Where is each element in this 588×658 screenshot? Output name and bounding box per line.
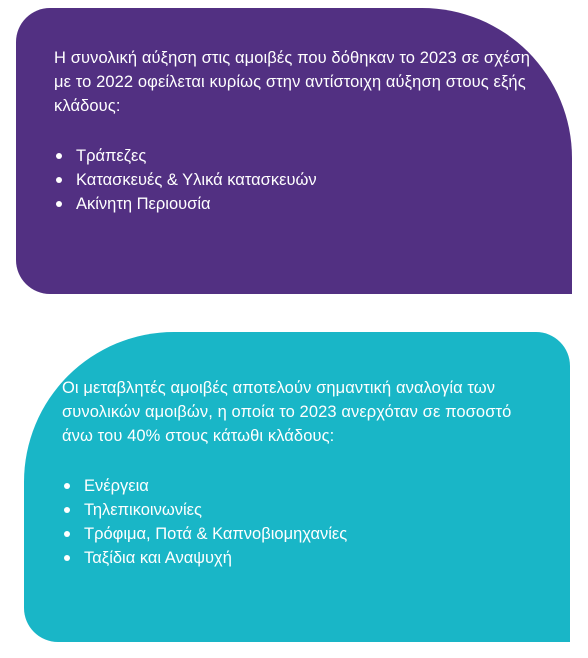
sector-list <box>62 474 530 570</box>
list-item <box>62 522 530 546</box>
teal-info-card <box>24 332 570 642</box>
list-item-label: Ενέργεια <box>84 477 149 495</box>
list-item <box>62 546 530 570</box>
list-item <box>54 168 532 192</box>
list-item <box>54 192 532 216</box>
bullet-icon <box>56 153 62 159</box>
list-item <box>62 498 530 522</box>
sector-list <box>54 144 532 216</box>
list-item-label: Ταξίδια και Αναψυχή <box>84 549 232 567</box>
card-intro-text: Η συνολική αύξηση στις αμοιβές που δόθηκαν το 2023 σε σχέση με το 2022 οφείλεται κυρίως στην αντίστοιχη αύξηση στους εξής κλάδους: <box>54 49 530 115</box>
bullet-icon <box>64 483 70 489</box>
list-item-label: Κατασκευές & Υλικά κατασκευών <box>76 171 317 189</box>
list-item-label: Ακίνητη Περιουσία <box>76 195 211 213</box>
card-intro-text: Οι μεταβλητές αμοιβές αποτελούν σημαντική αναλογία των συνολικών αμοιβών, η οποία το 2023 ανερχόταν σε ποσοστό άνω του 40% στους κάτωθι κλάδους: <box>62 379 512 445</box>
list-item-label: Τράπεζες <box>76 147 147 165</box>
bullet-icon <box>64 555 70 561</box>
list-item-label: Τηλεπικοινωνίες <box>84 501 202 519</box>
list-item <box>54 144 532 168</box>
list-item-label: Τρόφιμα, Ποτά & Καπνοβιομηχανίες <box>84 525 348 543</box>
bullet-icon <box>64 531 70 537</box>
list-item <box>62 474 530 498</box>
bullet-icon <box>56 177 62 183</box>
bullet-icon <box>56 201 62 207</box>
purple-info-card <box>16 8 572 294</box>
bullet-icon <box>64 507 70 513</box>
